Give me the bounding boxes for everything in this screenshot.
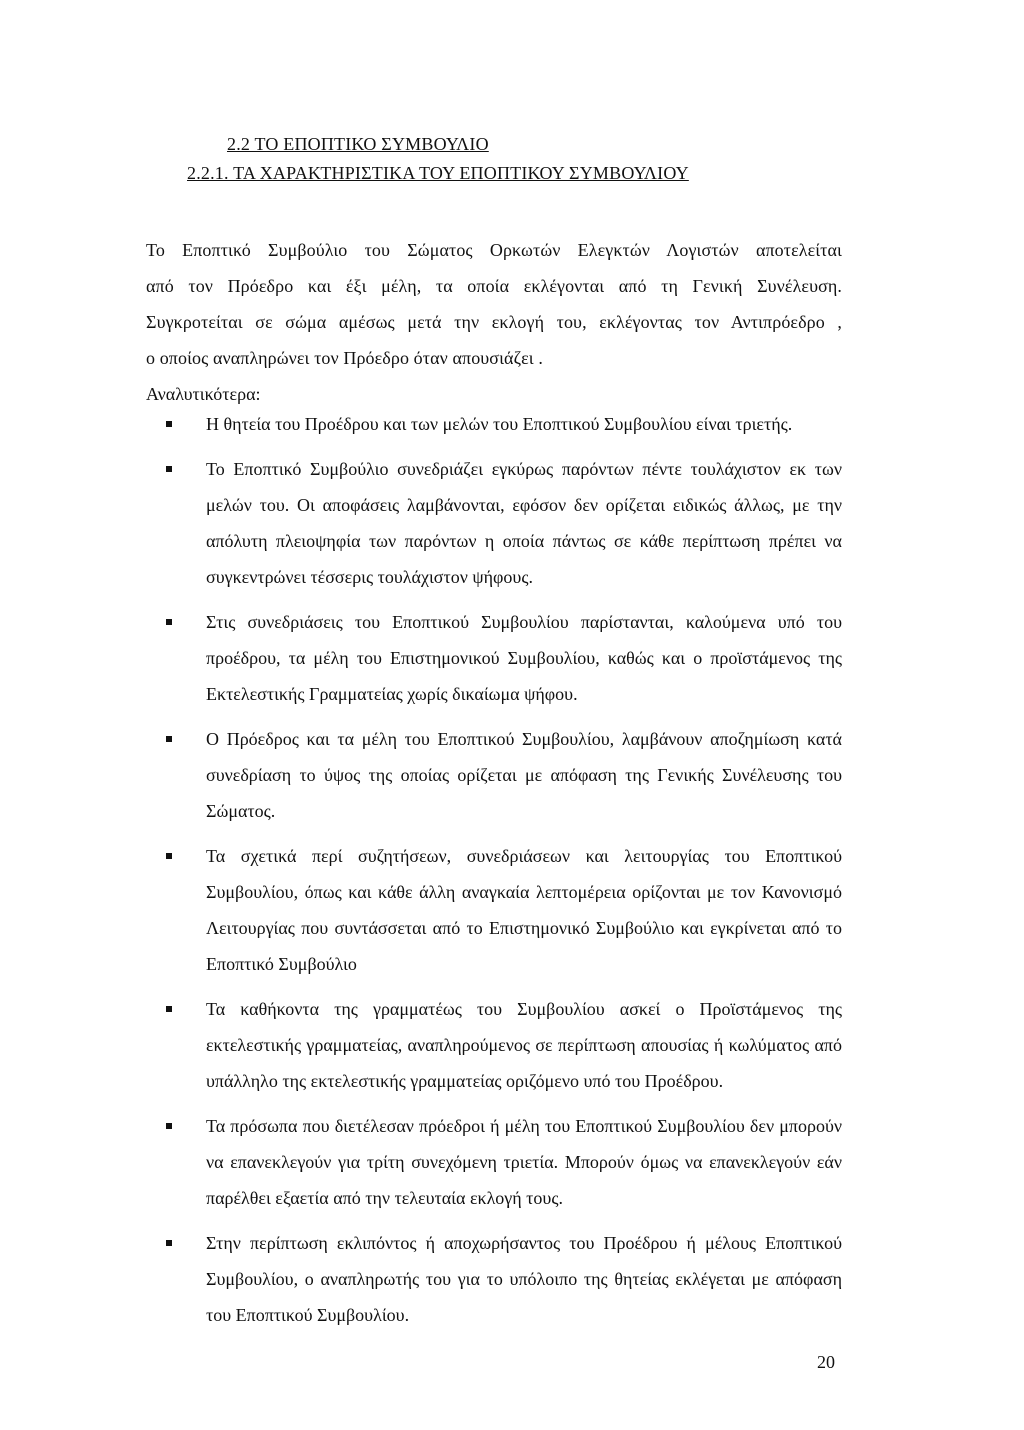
intro-line: ο οποίος αναπληρώνει τον Πρόεδρο όταν απουσιάζει .	[146, 348, 543, 368]
list-item-text: Τα καθήκοντα της γραμματέως του Συμβουλίου ασκεί ο Προϊστάμενος της εκτελεστικής γραμματείας, αναπληρούμενος σε περίπτωση απουσίας ή κωλύματος από υπάλληλο της εκτελεστικής γραμματείας οριζόμενο υπό του Προέδρου.	[206, 999, 842, 1091]
square-bullet-icon	[166, 1240, 172, 1246]
list-item-text: Στην περίπτωση εκλιπόντος ή αποχωρήσαντος του Προέδρου ή μέλους Εποπτικού Συμβουλίου, ο αναπληρωτής του για το υπόλοιπο της θητείας εκλέγεται με απόφαση του Εποπτικού Συμβουλίου.	[206, 1233, 842, 1325]
section-heading: 2.2 ΤΟ ΕΠΟΠΤΙΚΟ ΣΥΜΒΟΥΛΙΟ	[227, 134, 489, 154]
list-item	[166, 1225, 842, 1333]
square-bullet-icon	[166, 1123, 172, 1129]
list-item-text: Το Εποπτικό Συμβούλιο συνεδριάζει εγκύρως παρόντων πέντε τουλάχιστον εκ των μελών του. Οι αποφάσεις λαμβάνονται, εφόσον δεν ορίζεται ειδικώς άλλως, με την απόλυτη πλειοψηφία των παρόντων η οποία πάντως σε κάθε περίπτωση πρέπει να συγκεντρώνει τέσσερις τουλάχιστον ψήφους.	[206, 459, 842, 587]
square-bullet-icon	[166, 619, 172, 625]
intro-line: Το Εποπτικό Συμβούλιο του Σώματος Ορκωτών Ελεγκτών Λογιστών αποτελείται	[146, 240, 842, 260]
page-number: 20	[817, 1352, 835, 1372]
list-item-text: Ο Πρόεδρος και τα μέλη του Εποπτικού Συμβουλίου, λαμβάνουν αποζημίωση κατά συνεδρίαση το ύψος της οποίας ορίζεται με απόφαση της Γενικής Συνέλευσης του Σώματος.	[206, 729, 842, 821]
square-bullet-icon	[166, 421, 172, 427]
square-bullet-icon	[166, 736, 172, 742]
list-item-text: Τα πρόσωπα που διετέλεσαν πρόεδροι ή μέλη του Εποπτικού Συμβουλίου δεν μπορούν να επανεκλεγούν για τρίτη συνεχόμενη τριετία. Μπορούν όμως να επανεκλεγούν εάν παρέλθει εξαετία από την τελευταία εκλογή τους.	[206, 1116, 842, 1208]
intro-line: από τον Πρόεδρο και έξι μέλη, τα οποία εκλέγονται από τη Γενική Συνέλευση.	[146, 276, 842, 296]
square-bullet-icon	[166, 853, 172, 859]
list-item-text: Η θητεία του Προέδρου και των μελών του Εποπτικού Συμβουλίου είναι τριετής.	[206, 414, 793, 434]
list-item	[166, 721, 842, 829]
intro-line: Συγκροτείται σε σώμα αμέσως μετά την εκλογή του, εκλέγοντας τον Αντιπρόεδρο ,	[146, 312, 842, 332]
intro-paragraph	[146, 232, 842, 376]
list-item	[166, 604, 842, 712]
list-item	[166, 991, 842, 1099]
lead-text: Αναλυτικότερα:	[146, 384, 261, 404]
list-item-text: Τα σχετικά περί συζητήσεων, συνεδριάσεων και λειτουργίας του Εποπτικού Συμβουλίου, όπως και κάθε άλλη αναγκαία λεπτομέρεια ορίζονται με τον Κανονισμό Λειτουργίας που συντάσσεται από το Επιστημονικό Συμβούλιο και εγκρίνεται από το Εποπτικό Συμβούλιο	[206, 846, 842, 974]
list-item	[166, 451, 842, 595]
square-bullet-icon	[166, 466, 172, 472]
list-item-text: Στις συνεδριάσεις του Εποπτικού Συμβουλίου παρίστανται, καλούμενα υπό του προέδρου, τα μέλη του Επιστημονικού Συμβουλίου, καθώς και ο προϊστάμενος της Εκτελεστικής Γραμματείας χωρίς δικαίωμα ψήφου.	[206, 612, 842, 704]
bullet-list	[166, 406, 842, 1342]
list-item	[166, 1108, 842, 1216]
list-item	[166, 406, 842, 442]
square-bullet-icon	[166, 1006, 172, 1012]
subsection-heading: 2.2.1. ΤΑ ΧΑΡΑΚΤΗΡΙΣΤΙΚΑ ΤΟΥ ΕΠΟΠΤΙΚΟΥ ΣΥΜΒΟΥΛΙΟΥ	[187, 163, 689, 183]
list-item	[166, 838, 842, 982]
